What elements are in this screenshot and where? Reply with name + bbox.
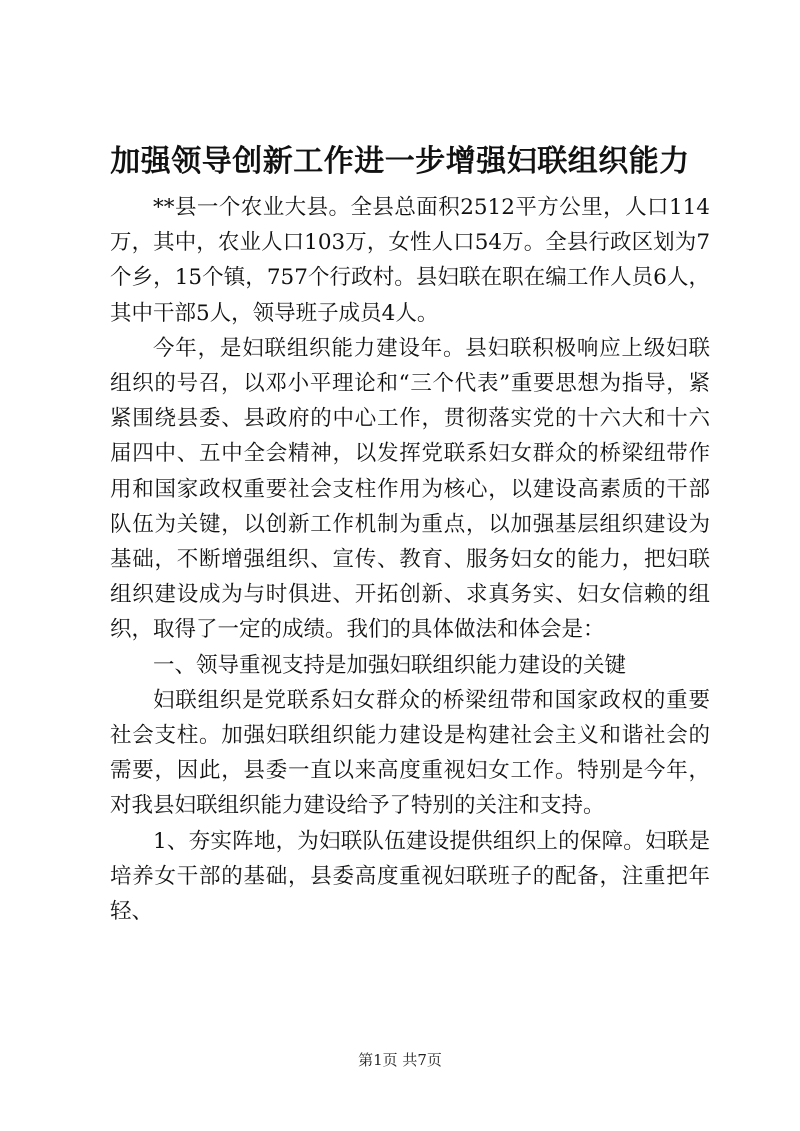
paragraph-intro: **县一个农业大县。全县总面积2512平方公里，人口114万，其中，农业人口103万，女性人口54万。全县行政区划为7个乡，15个镇，757个行政村。县妇联在职在编工作人员6人，其中干部5人，领导班子成员4人。 bbox=[110, 195, 710, 326]
document-title: 加强领导创新工作进一步增强妇联组织能力 bbox=[110, 144, 690, 179]
section-heading-1: 一、领导重视支持是加强妇联组织能力建设的关键 bbox=[153, 652, 627, 678]
paragraph-section-1: 妇联组织是党联系妇女群众的桥梁纽带和国家政权的重要社会支柱。加强妇联组织能力建设是构建社会主义和谐社会的需要，因此，县委一直以来高度重视妇女工作。特别是今年，对我县妇联组织能力建设给予了特别的关注和支持。 bbox=[110, 687, 710, 819]
paragraph-item-1: 1、夯实阵地，为妇联队伍建设提供组织上的保障。妇联是培养女干部的基础，县委高度重视妇联班子的配备，注重把年轻、 bbox=[110, 828, 710, 925]
page-footer: 第1页 共7页 bbox=[358, 1051, 442, 1069]
document-body bbox=[110, 190, 710, 929]
paragraph-overview: 今年，是妇联组织能力建设年。县妇联积极响应上级妇联组织的号召，以邓小平理论和“三个代表”重要思想为指导，紧紧围绕县委、县政府的中心工作，贯彻落实党的十六大和十六届四中、五中全会精神，以发挥党联系妇女群众的桥梁纽带作用和国家政权重要社会支柱作用为核心，以建设高素质的干部队伍为关键，以创新工作机制为重点，以加强基层组织建设为基础，不断增强组织、宣传、教育、服务妇女的能力，把妇联组织建设成为与时俱进、开拓创新、求真务实、妇女信赖的组织，取得了一定的成绩。我们的具体做法和体会是： bbox=[110, 335, 710, 643]
